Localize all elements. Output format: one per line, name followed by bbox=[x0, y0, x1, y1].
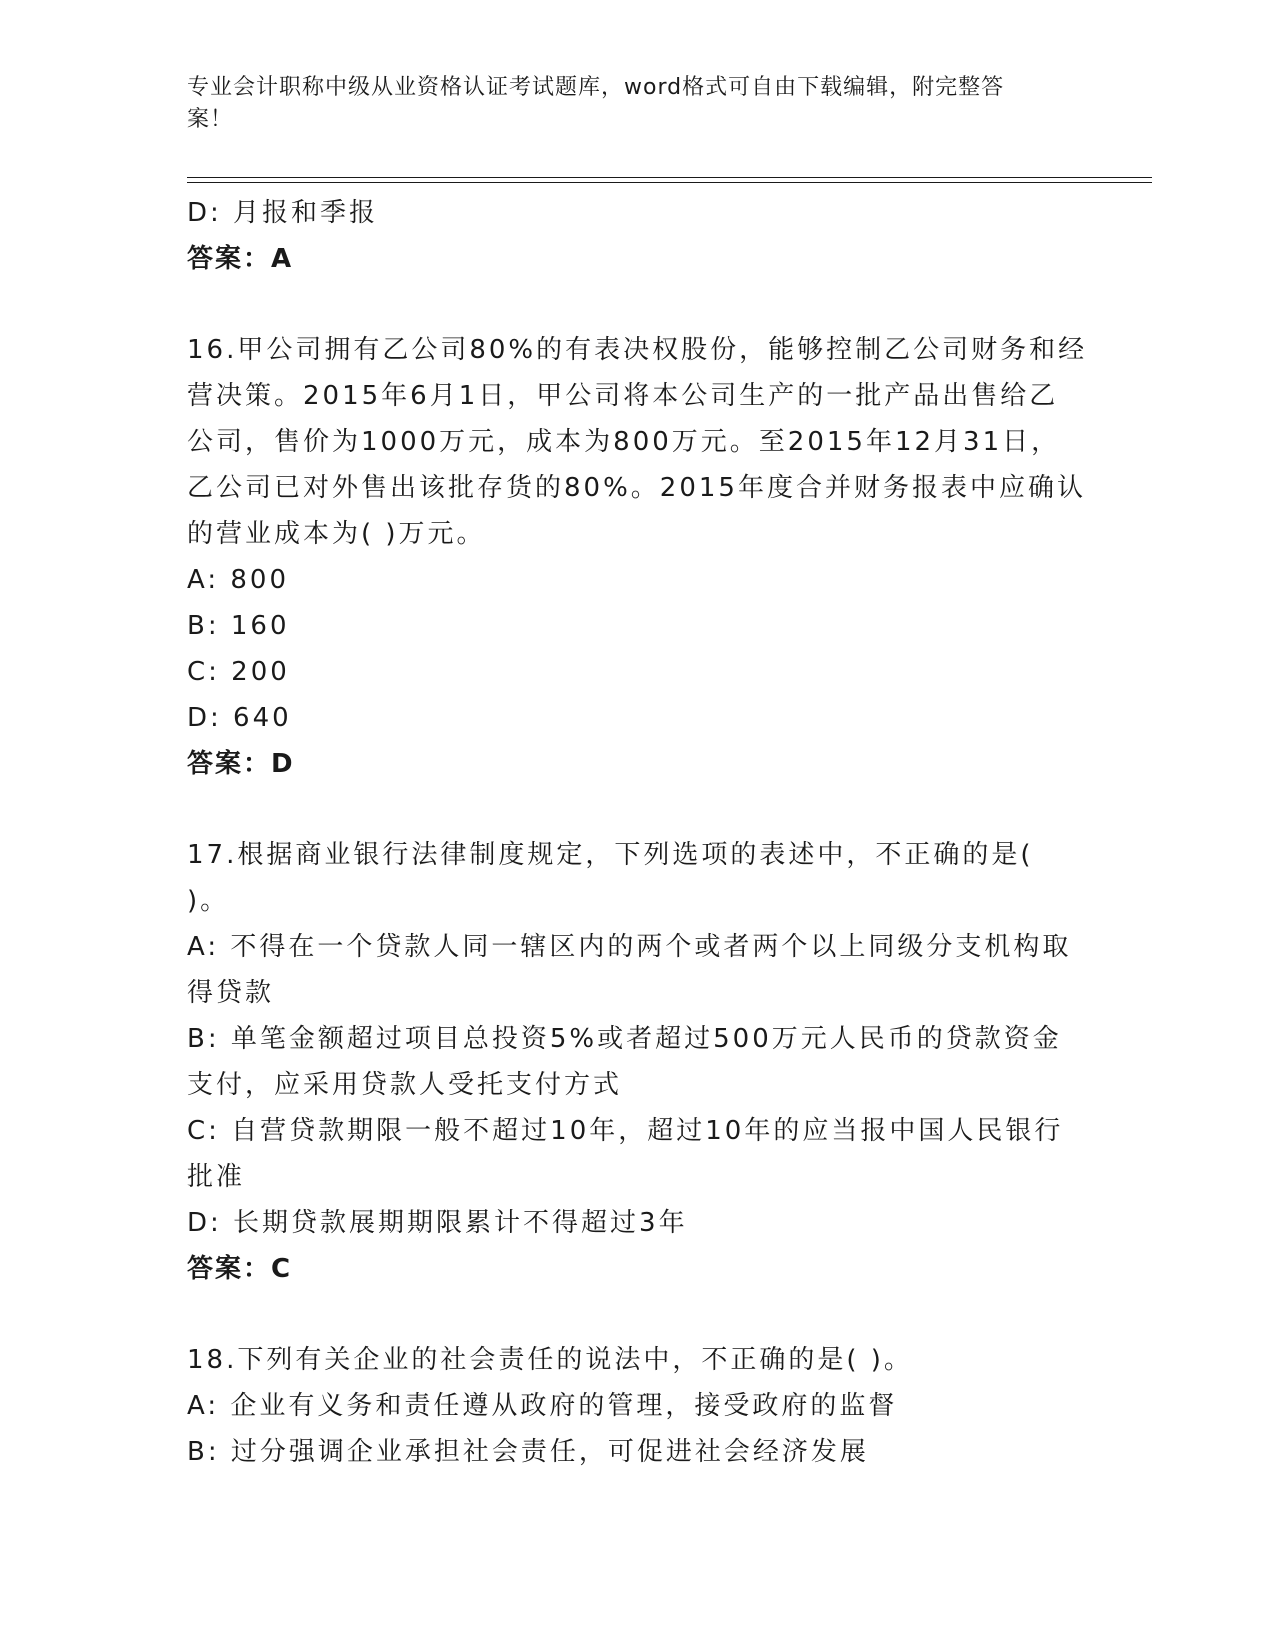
text-line: )。 bbox=[187, 886, 230, 916]
text-line: A: 不得在一个贷款人同一辖区内的两个或者两个以上同级分支机构取 bbox=[187, 932, 1072, 962]
text-line: A: 企业有义务和责任遵从政府的管理，接受政府的监督 bbox=[187, 1391, 898, 1421]
text-line: 18.下列有关企业的社会责任的说法中，不正确的是( )。 bbox=[187, 1345, 913, 1375]
text-line: 乙公司已对外售出该批存货的80%。2015年度合并财务报表中应确认 bbox=[187, 473, 1086, 503]
question-block bbox=[187, 1337, 1087, 1475]
text-line: 16.甲公司拥有乙公司80%的有表决权股份，能够控制乙公司财务和经 bbox=[187, 335, 1088, 365]
question-content bbox=[187, 190, 1087, 1475]
header-divider-bottom bbox=[187, 182, 1152, 183]
header-divider-top bbox=[187, 177, 1152, 178]
question-block bbox=[187, 832, 1087, 1337]
block-spacer bbox=[187, 1292, 1087, 1337]
page-header bbox=[187, 72, 1067, 136]
text-line: D: 长期贷款展期期限累计不得超过3年 bbox=[187, 1208, 688, 1238]
text-line: 批准 bbox=[187, 1162, 246, 1192]
text-line: A: 800 bbox=[187, 565, 289, 595]
text-line: 的营业成本为( )万元。 bbox=[187, 519, 486, 549]
text-line: 支付，应采用贷款人受托支付方式 bbox=[187, 1070, 623, 1100]
text-line: C: 自营贷款期限一般不超过10年，超过10年的应当报中国人民银行 bbox=[187, 1116, 1064, 1146]
block-spacer bbox=[187, 282, 1087, 327]
question-block bbox=[187, 327, 1087, 832]
text-line: 17.根据商业银行法律制度规定，下列选项的表述中，不正确的是( bbox=[187, 840, 1034, 870]
text-line: C: 200 bbox=[187, 657, 290, 687]
answer-line: 答案：D bbox=[187, 749, 295, 779]
text-line: 公司，售价为1000万元，成本为800万元。至2015年12月31日， bbox=[187, 427, 1061, 457]
question-block bbox=[187, 190, 1087, 327]
text-line: 得贷款 bbox=[187, 978, 275, 1008]
text-line: B: 160 bbox=[187, 611, 290, 641]
answer-line: 答案：C bbox=[187, 1254, 293, 1284]
header-line-1: 专业会计职称中级从业资格认证考试题库，word格式可自由下载编辑，附完整答 bbox=[187, 75, 1005, 100]
block-spacer bbox=[187, 787, 1087, 832]
text-line: B: 单笔金额超过项目总投资5%或者超过500万元人民币的贷款资金 bbox=[187, 1024, 1062, 1054]
text-line: B: 过分强调企业承担社会责任，可促进社会经济发展 bbox=[187, 1437, 869, 1467]
answer-line: 答案：A bbox=[187, 244, 294, 274]
text-line: D: 月报和季报 bbox=[187, 198, 379, 228]
text-line: D: 640 bbox=[187, 703, 292, 733]
header-line-2: 案！ bbox=[187, 107, 234, 132]
text-line: 营决策。2015年6月1日，甲公司将本公司生产的一批产品出售给乙 bbox=[187, 381, 1059, 411]
